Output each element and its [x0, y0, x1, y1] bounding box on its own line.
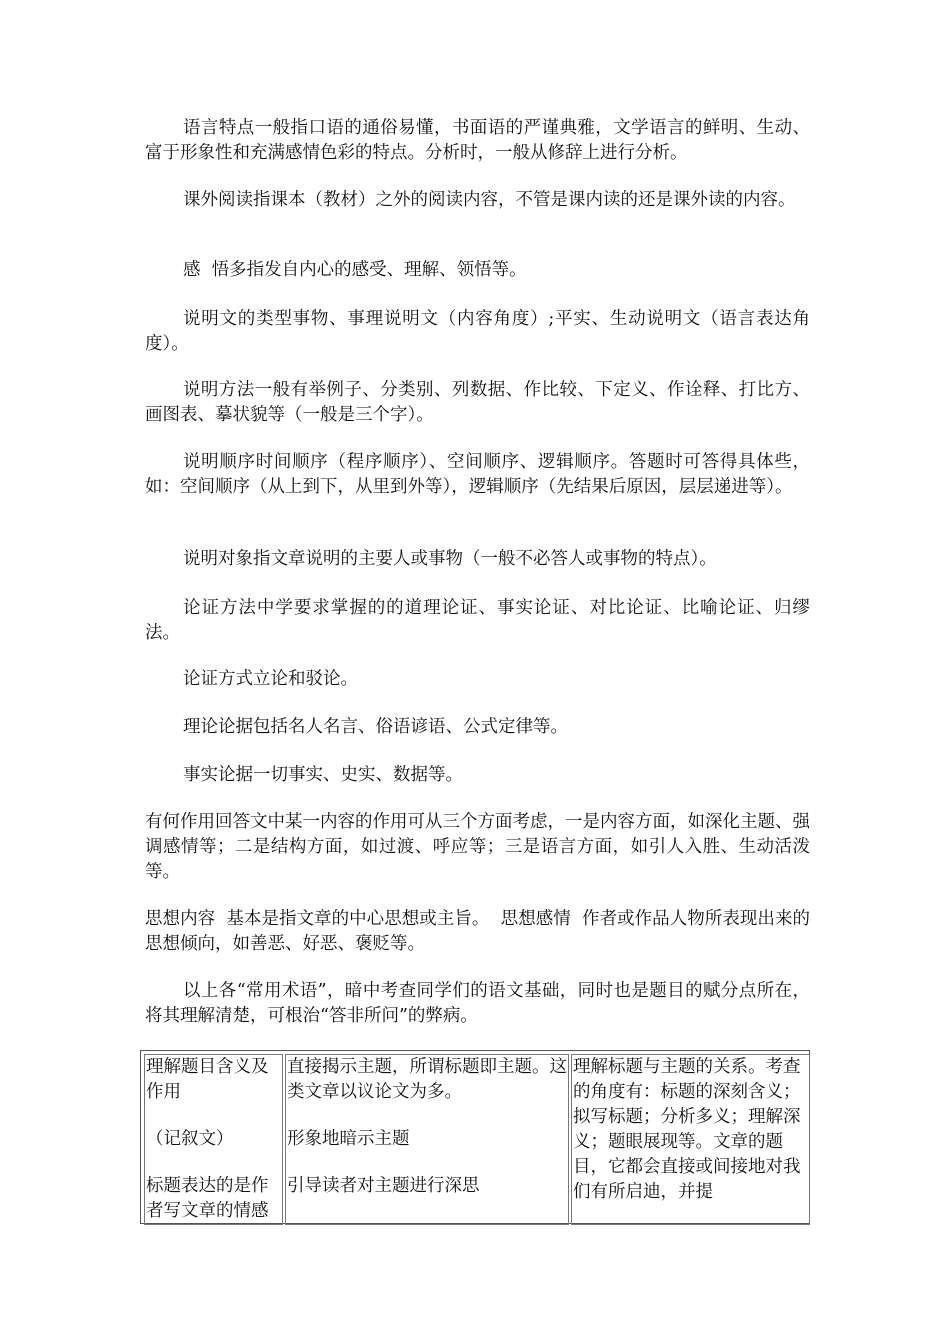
- table-cell-title-theme-relation: [571, 1054, 810, 1225]
- paragraph-explanation-order: 说明顺序时间顺序（程序顺序）、空间顺序、逻辑顺序。答题时可答得具体些，如：空间顺序（从上到下，从里到外等），逻辑顺序（先结果后原因，层层递进等）。: [145, 452, 810, 497]
- cell-text: 标题表达的是作者写文章的情感: [146, 1176, 269, 1221]
- paragraph-argument-modes: 论证方式立论和驳论。: [183, 669, 358, 689]
- paragraph-explanation-methods: 说明方法一般有举例子、分类别、列数据、作比较、下定义、作诠释、打比方、画图表、摹状貌等（一般是三个字）。: [145, 380, 810, 425]
- cell-text: 形象地暗示主题: [287, 1129, 410, 1149]
- cell-text: 直接揭示主题，所谓标题即主题。这类文章以议论文为多。: [287, 1057, 567, 1102]
- paragraph-summary: 以上各“常用术语”，暗中考查同学们的语文基础，同时也是题目的赋分点所在，将其理解清楚，可根治“答非所问”的弊病。: [145, 981, 810, 1026]
- paragraph-expository-types: 说明文的类型事物、事理说明文（内容角度）;平实、生动说明文（语言表达角度）。: [145, 309, 810, 354]
- paragraph-theoretical-evidence: 理论论据包括名人名言、俗语谚语、公式定律等。: [183, 717, 568, 737]
- cell-text: （记叙文）: [146, 1129, 234, 1149]
- paragraph-function: 有何作用回答文中某一内容的作用可从三个方面考虑，一是内容方面，如深化主题、强调感情等；二是结构方面，如过渡、呼应等；三是语言方面，如引人入胜、生动活泼等。: [145, 812, 810, 882]
- table-row: [144, 1054, 810, 1225]
- cell-text: 理解标题与主题的关系。考查的角度有：标题的深刻含义；拟写标题；分析多义；理解深义；题眼展现等。文章的题目，它都会直接或间接地对我们有所启迪，并提: [573, 1057, 801, 1202]
- paragraph-language-features: 语言特点一般指口语的通俗易懂，书面语的严谨典雅，文学语言的鲜明、生动、富于形象性和充满感情色彩的特点。分析时，一般从修辞上进行分析。: [145, 118, 810, 163]
- title-analysis-table: [140, 1050, 810, 1224]
- paragraph-extracurricular-reading: 课外阅读指课本（教材）之外的阅读内容，不管是课内读的还是课外读的内容。: [183, 190, 796, 210]
- cell-text: 理解题目含义及作用: [146, 1057, 269, 1102]
- table-cell-title-meaning: [144, 1054, 283, 1225]
- paragraph-factual-evidence: 事实论据一切事实、史实、数据等。: [183, 765, 463, 785]
- cell-text: 引导读者对主题进行深思: [287, 1176, 480, 1196]
- table-cell-theme-reveal: [285, 1054, 569, 1225]
- paragraph-argument-methods: 论证方法中学要求掌握的的道理论证、事实论证、对比论证、比喻论证、归缪法。: [145, 598, 810, 643]
- paragraph-explanation-object: 说明对象指文章说明的主要人或事物（一般不必答人或事物的特点）。: [183, 549, 717, 569]
- paragraph-thought-content: 思想内容 基本是指文章的中心思想或主旨。 思想感情 作者或作品人物所表现出来的思想倾向，如善恶、好恶、褒贬等。: [145, 909, 810, 954]
- paragraph-insight: 感 悟多指发自内心的感受、理解、领悟等。: [183, 260, 527, 280]
